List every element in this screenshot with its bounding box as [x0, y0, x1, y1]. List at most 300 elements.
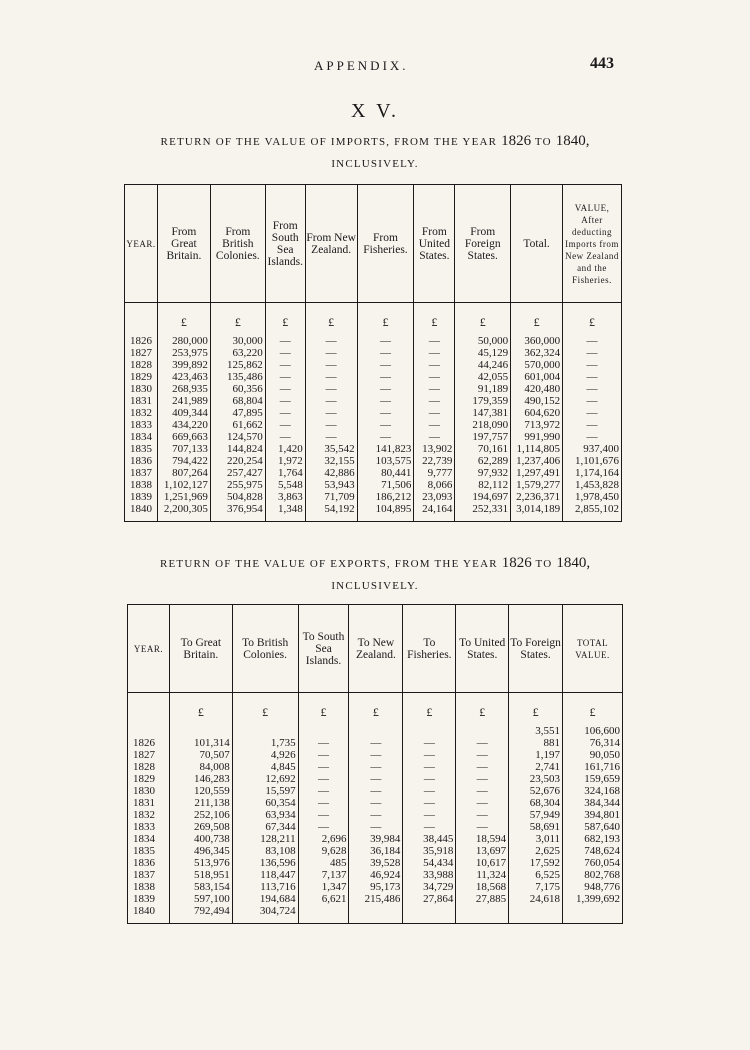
value-cell	[298, 905, 349, 917]
value-cell: 211,138	[169, 797, 232, 809]
value-cell: —	[349, 785, 403, 797]
imports-currency-cell: £	[414, 309, 455, 335]
value-cell	[349, 725, 403, 737]
value-cell: 39,984	[349, 833, 403, 845]
imports-spacer-cell	[210, 515, 265, 522]
exports-spacer-cell	[563, 917, 623, 924]
value-cell: —	[349, 797, 403, 809]
value-cell: 2,625	[509, 845, 563, 857]
imports-table	[124, 184, 622, 522]
value-cell: —	[305, 371, 357, 383]
running-title: APPENDIX.	[314, 58, 409, 73]
table-row	[125, 443, 622, 455]
value-cell: 1,399,692	[563, 893, 623, 905]
value-cell: —	[349, 737, 403, 749]
exports-title-line2: INCLUSIVELY.	[331, 580, 419, 592]
value-cell: 792,494	[169, 905, 232, 917]
value-cell: 84,008	[169, 761, 232, 773]
value-cell: 11,324	[456, 869, 509, 881]
value-cell: 1,735	[232, 737, 298, 749]
value-cell: 399,892	[157, 359, 210, 371]
value-cell: 3,551	[509, 725, 563, 737]
value-cell: 32,155	[305, 455, 357, 467]
imports-spacer-cell	[563, 515, 622, 522]
imports-currency-cell: £	[305, 309, 357, 335]
value-cell: 252,331	[455, 503, 511, 515]
exports-currency-cell: £	[298, 699, 349, 725]
value-cell: 83,108	[232, 845, 298, 857]
exports-spacer-cell	[128, 917, 170, 924]
value-cell: 71,506	[357, 479, 414, 491]
value-cell: 70,507	[169, 749, 232, 761]
value-cell: 8,066	[414, 479, 455, 491]
value-cell	[232, 725, 298, 737]
value-cell: 280,000	[157, 335, 210, 347]
value-cell: —	[357, 419, 414, 431]
value-cell: —	[357, 407, 414, 419]
value-cell: 253,975	[157, 347, 210, 359]
value-cell: 125,862	[210, 359, 265, 371]
value-cell: 58,691	[509, 821, 563, 833]
value-cell: 15,597	[232, 785, 298, 797]
value-cell: 76,314	[563, 737, 623, 749]
value-cell: 161,716	[563, 761, 623, 773]
value-cell: 68,804	[210, 395, 265, 407]
value-cell: 409,344	[157, 407, 210, 419]
year-cell: 1837	[130, 467, 152, 479]
value-cell: —	[265, 371, 305, 383]
table-row	[125, 503, 622, 515]
exports-spacer-cell	[509, 917, 563, 924]
value-cell: —	[357, 335, 414, 347]
value-cell: 106,600	[563, 725, 623, 737]
value-cell: 46,924	[349, 869, 403, 881]
imports-col-header: From Foreign States.	[455, 185, 511, 303]
value-cell: 42,055	[455, 371, 511, 383]
value-cell: 485	[298, 857, 349, 869]
imports-col-header: From United States.	[414, 185, 455, 303]
value-cell: 7,137	[298, 869, 349, 881]
value-cell: —	[456, 773, 509, 785]
exports-currency-cell: £	[456, 699, 509, 725]
page-number: 443	[590, 55, 614, 72]
value-cell: 394,801	[563, 809, 623, 821]
imports-currency-row	[125, 309, 622, 335]
value-cell: 420,480	[511, 383, 563, 395]
value-cell: 118,447	[232, 869, 298, 881]
value-cell: —	[414, 395, 455, 407]
exports-year-from: 1826	[501, 555, 532, 571]
value-cell: 220,254	[210, 455, 265, 467]
value-cell: —	[403, 773, 456, 785]
value-cell: 707,133	[157, 443, 210, 455]
value-cell: 97,932	[455, 467, 511, 479]
imports-currency-cell: £	[210, 309, 265, 335]
value-cell: 141,823	[357, 443, 414, 455]
value-cell: 597,100	[169, 893, 232, 905]
value-cell: 60,356	[210, 383, 265, 395]
value-cell: 62,289	[455, 455, 511, 467]
year-cell: 1831	[133, 797, 155, 809]
imports-title-line1	[0, 130, 750, 153]
exports-col-header: To United States.	[456, 605, 509, 693]
value-cell: 513,976	[169, 857, 232, 869]
value-cell: —	[305, 383, 357, 395]
value-cell: 268,935	[157, 383, 210, 395]
value-cell	[456, 905, 509, 917]
value-cell: 104,895	[357, 503, 414, 515]
value-cell: —	[357, 347, 414, 359]
year-cell: 1836	[133, 857, 155, 869]
table-row	[125, 395, 622, 407]
exports-currency-cell: £	[169, 699, 232, 725]
value-cell: —	[298, 797, 349, 809]
value-cell: 67,344	[232, 821, 298, 833]
value-cell: 252,106	[169, 809, 232, 821]
value-cell: 2,855,102	[563, 503, 622, 515]
year-cell: 1838	[133, 881, 155, 893]
year-cell: 1829	[133, 773, 155, 785]
exports-spacer-cell	[349, 917, 403, 924]
value-cell: 496,345	[169, 845, 232, 857]
year-cell: 1828	[130, 359, 152, 371]
value-cell: 136,596	[232, 857, 298, 869]
value-cell: —	[298, 749, 349, 761]
year-cell: 1826	[130, 335, 152, 347]
value-cell: 194,684	[232, 893, 298, 905]
value-cell: 61,662	[210, 419, 265, 431]
value-cell: 186,212	[357, 491, 414, 503]
imports-col-header: From Fisheries.	[357, 185, 414, 303]
value-cell: 39,528	[349, 857, 403, 869]
value-cell: —	[305, 335, 357, 347]
value-cell: —	[298, 785, 349, 797]
table-row	[128, 785, 623, 797]
value-cell: 218,090	[455, 419, 511, 431]
value-cell: 95,173	[349, 881, 403, 893]
value-cell: —	[456, 737, 509, 749]
value-cell: 179,359	[455, 395, 511, 407]
value-cell: —	[414, 419, 455, 431]
value-cell: 807,264	[157, 467, 210, 479]
table-row	[128, 761, 623, 773]
year-cell: 1832	[130, 407, 152, 419]
value-cell: 27,885	[456, 893, 509, 905]
value-cell: —	[305, 347, 357, 359]
value-cell: 24,164	[414, 503, 455, 515]
value-cell: 135,486	[210, 371, 265, 383]
exports-title-text: RETURN OF THE VALUE OF EXPORTS, FROM THE YEAR	[159, 558, 502, 570]
year-cell: 1827	[133, 749, 155, 761]
value-cell: 44,246	[455, 359, 511, 371]
value-cell: 713,972	[511, 419, 563, 431]
year-cell: 1839	[130, 491, 152, 503]
value-cell: 103,575	[357, 455, 414, 467]
imports-col-header: YEAR.	[125, 185, 158, 303]
value-cell: 10,617	[456, 857, 509, 869]
value-cell: —	[265, 383, 305, 395]
value-cell: 2,696	[298, 833, 349, 845]
value-cell: 1,197	[509, 749, 563, 761]
year-cell: 1828	[133, 761, 155, 773]
table-row	[128, 773, 623, 785]
value-cell: 1,237,406	[511, 455, 563, 467]
imports-title	[0, 130, 750, 175]
value-cell: 362,324	[511, 347, 563, 359]
value-cell: —	[349, 773, 403, 785]
exports-col-header: To Fisheries.	[403, 605, 456, 693]
value-cell: —	[265, 347, 305, 359]
value-cell: 57,949	[509, 809, 563, 821]
imports-currency-cell: £	[511, 309, 563, 335]
table-row	[128, 749, 623, 761]
year-cell: 1834	[133, 833, 155, 845]
value-cell: 937,400	[563, 443, 622, 455]
value-cell: 82,112	[455, 479, 511, 491]
value-cell	[456, 725, 509, 737]
value-cell: 384,344	[563, 797, 623, 809]
value-cell: 587,640	[563, 821, 623, 833]
value-cell: 6,525	[509, 869, 563, 881]
year-cell: 1830	[133, 785, 155, 797]
exports-spacer-cell	[232, 917, 298, 924]
value-cell: —	[349, 749, 403, 761]
value-cell: —	[563, 383, 622, 395]
exports-currency-cell: £	[563, 699, 623, 725]
value-cell: 802,768	[563, 869, 623, 881]
value-cell: —	[305, 419, 357, 431]
year-cell: 1835	[133, 845, 155, 857]
exports-currency-cell: £	[349, 699, 403, 725]
value-cell: 35,918	[403, 845, 456, 857]
value-cell: 101,314	[169, 737, 232, 749]
value-cell: 120,559	[169, 785, 232, 797]
year-cell: 1835	[130, 443, 152, 455]
value-cell: 948,776	[563, 881, 623, 893]
value-cell: 18,594	[456, 833, 509, 845]
value-cell: 23,503	[509, 773, 563, 785]
exports-spacer-cell	[456, 917, 509, 924]
value-cell: 434,220	[157, 419, 210, 431]
value-cell: 1,102,127	[157, 479, 210, 491]
value-cell: 360,000	[511, 335, 563, 347]
value-cell: 6,621	[298, 893, 349, 905]
value-cell: 400,738	[169, 833, 232, 845]
exports-title-line1	[0, 552, 750, 575]
value-cell: 27,864	[403, 893, 456, 905]
value-cell: 669,663	[157, 431, 210, 443]
imports-spacer-row	[125, 515, 622, 522]
value-cell: 197,757	[455, 431, 511, 443]
exports-spacer-cell	[403, 917, 456, 924]
value-cell: 2,200,305	[157, 503, 210, 515]
imports-currency-cell: £	[357, 309, 414, 335]
value-cell: 54,192	[305, 503, 357, 515]
table-row	[125, 455, 622, 467]
value-cell: 490,152	[511, 395, 563, 407]
value-cell: 144,824	[210, 443, 265, 455]
value-cell: 23,093	[414, 491, 455, 503]
imports-spacer-cell	[125, 515, 158, 522]
imports-spacer-cell	[455, 515, 511, 522]
value-cell: 2,741	[509, 761, 563, 773]
exports-table	[127, 604, 623, 924]
value-cell: —	[456, 809, 509, 821]
value-cell: —	[456, 797, 509, 809]
imports-spacer-cell	[305, 515, 357, 522]
value-cell: 4,845	[232, 761, 298, 773]
value-cell	[349, 905, 403, 917]
imports-header	[125, 185, 622, 303]
exports-col-header: To South Sea Islands.	[298, 605, 349, 693]
imports-currency-cell: £	[157, 309, 210, 335]
imports-currency-cell: £	[455, 309, 511, 335]
value-cell: —	[298, 773, 349, 785]
section-number: X V.	[351, 100, 399, 122]
value-cell: —	[357, 383, 414, 395]
value-cell: 50,000	[455, 335, 511, 347]
value-cell: —	[298, 737, 349, 749]
imports-spacer-cell	[414, 515, 455, 522]
value-cell: 1,764	[265, 467, 305, 479]
value-cell: —	[563, 395, 622, 407]
table-row	[128, 845, 623, 857]
value-cell: 146,283	[169, 773, 232, 785]
value-cell: 1,972	[265, 455, 305, 467]
value-cell: 504,828	[210, 491, 265, 503]
value-cell: 13,902	[414, 443, 455, 455]
value-cell: 1,420	[265, 443, 305, 455]
value-cell: —	[456, 785, 509, 797]
exports-col-header: To British Colonies.	[232, 605, 298, 693]
value-cell: 63,220	[210, 347, 265, 359]
year-cell: 1829	[130, 371, 152, 383]
imports-col-header: VALUE, After deducting Imports from New Zealand and the Fisheries.	[563, 185, 622, 303]
table-row	[125, 407, 622, 419]
value-cell: 18,568	[456, 881, 509, 893]
exports-body	[128, 693, 623, 924]
value-cell: 1,297,491	[511, 467, 563, 479]
value-cell: —	[265, 359, 305, 371]
table-row	[125, 479, 622, 491]
imports-currency-cell	[125, 309, 158, 335]
value-cell: —	[305, 395, 357, 407]
value-cell: —	[265, 419, 305, 431]
table-row	[128, 869, 623, 881]
value-cell: —	[563, 431, 622, 443]
value-cell: 52,676	[509, 785, 563, 797]
year-cell: 1833	[130, 419, 152, 431]
value-cell: 748,624	[563, 845, 623, 857]
exports-col-header: To New Zealand.	[349, 605, 403, 693]
imports-spacer-cell	[157, 515, 210, 522]
imports-currency-cell: £	[265, 309, 305, 335]
value-cell: —	[349, 821, 403, 833]
value-cell: —	[403, 749, 456, 761]
table-row	[125, 431, 622, 443]
imports-spacer-cell	[357, 515, 414, 522]
value-cell: 1,347	[298, 881, 349, 893]
imports-currency-cell: £	[563, 309, 622, 335]
value-cell: 3,014,189	[511, 503, 563, 515]
exports-header	[128, 605, 623, 693]
year-cell: 1834	[130, 431, 152, 443]
value-cell: 13,697	[456, 845, 509, 857]
year-cell: 1837	[133, 869, 155, 881]
value-cell	[169, 725, 232, 737]
value-cell: 194,697	[455, 491, 511, 503]
imports-col-header: From British Colonies.	[210, 185, 265, 303]
value-cell: —	[298, 761, 349, 773]
table-row	[125, 467, 622, 479]
year-cell: 1839	[133, 893, 155, 905]
value-cell: 80,441	[357, 467, 414, 479]
value-cell: 1,114,805	[511, 443, 563, 455]
value-cell: —	[305, 359, 357, 371]
value-cell: 760,054	[563, 857, 623, 869]
value-cell	[563, 905, 623, 917]
table-row	[128, 857, 623, 869]
value-cell: 304,724	[232, 905, 298, 917]
exports-col-header: TOTAL VALUE.	[563, 605, 623, 693]
value-cell: 38,445	[403, 833, 456, 845]
imports-col-header: Total.	[511, 185, 563, 303]
value-cell: 794,422	[157, 455, 210, 467]
table-row	[128, 737, 623, 749]
value-cell: 255,975	[210, 479, 265, 491]
value-cell: —	[456, 749, 509, 761]
value-cell: 215,486	[349, 893, 403, 905]
value-cell: 1,251,969	[157, 491, 210, 503]
value-cell: 604,620	[511, 407, 563, 419]
value-cell: 124,570	[210, 431, 265, 443]
year-cell: 1838	[130, 479, 152, 491]
exports-col-header: To Great Britain.	[169, 605, 232, 693]
year-cell: 1836	[130, 455, 152, 467]
exports-currency-cell	[128, 699, 170, 725]
value-cell: 159,659	[563, 773, 623, 785]
exports-title	[0, 552, 750, 597]
value-cell: 269,508	[169, 821, 232, 833]
value-cell: 34,729	[403, 881, 456, 893]
table-row	[125, 371, 622, 383]
value-cell: —	[298, 821, 349, 833]
imports-col-header: From South Sea Islands.	[265, 185, 305, 303]
value-cell: —	[357, 371, 414, 383]
value-cell: 7,175	[509, 881, 563, 893]
value-cell: 1,101,676	[563, 455, 622, 467]
value-cell: —	[265, 395, 305, 407]
value-cell: 63,934	[232, 809, 298, 821]
value-cell: 682,193	[563, 833, 623, 845]
value-cell: 45,129	[455, 347, 511, 359]
value-cell: 53,943	[305, 479, 357, 491]
year-cell: 1831	[130, 395, 152, 407]
imports-col-header: From Great Britain.	[157, 185, 210, 303]
table-row	[125, 359, 622, 371]
value-cell: —	[305, 407, 357, 419]
table-row	[125, 347, 622, 359]
value-cell: —	[357, 431, 414, 443]
value-cell: 1,453,828	[563, 479, 622, 491]
value-cell: 91,189	[455, 383, 511, 395]
table-row	[128, 905, 623, 917]
value-cell: —	[456, 821, 509, 833]
value-cell: —	[563, 371, 622, 383]
exports-currency-row	[128, 699, 623, 725]
table-row	[125, 419, 622, 431]
table-row	[125, 335, 622, 347]
